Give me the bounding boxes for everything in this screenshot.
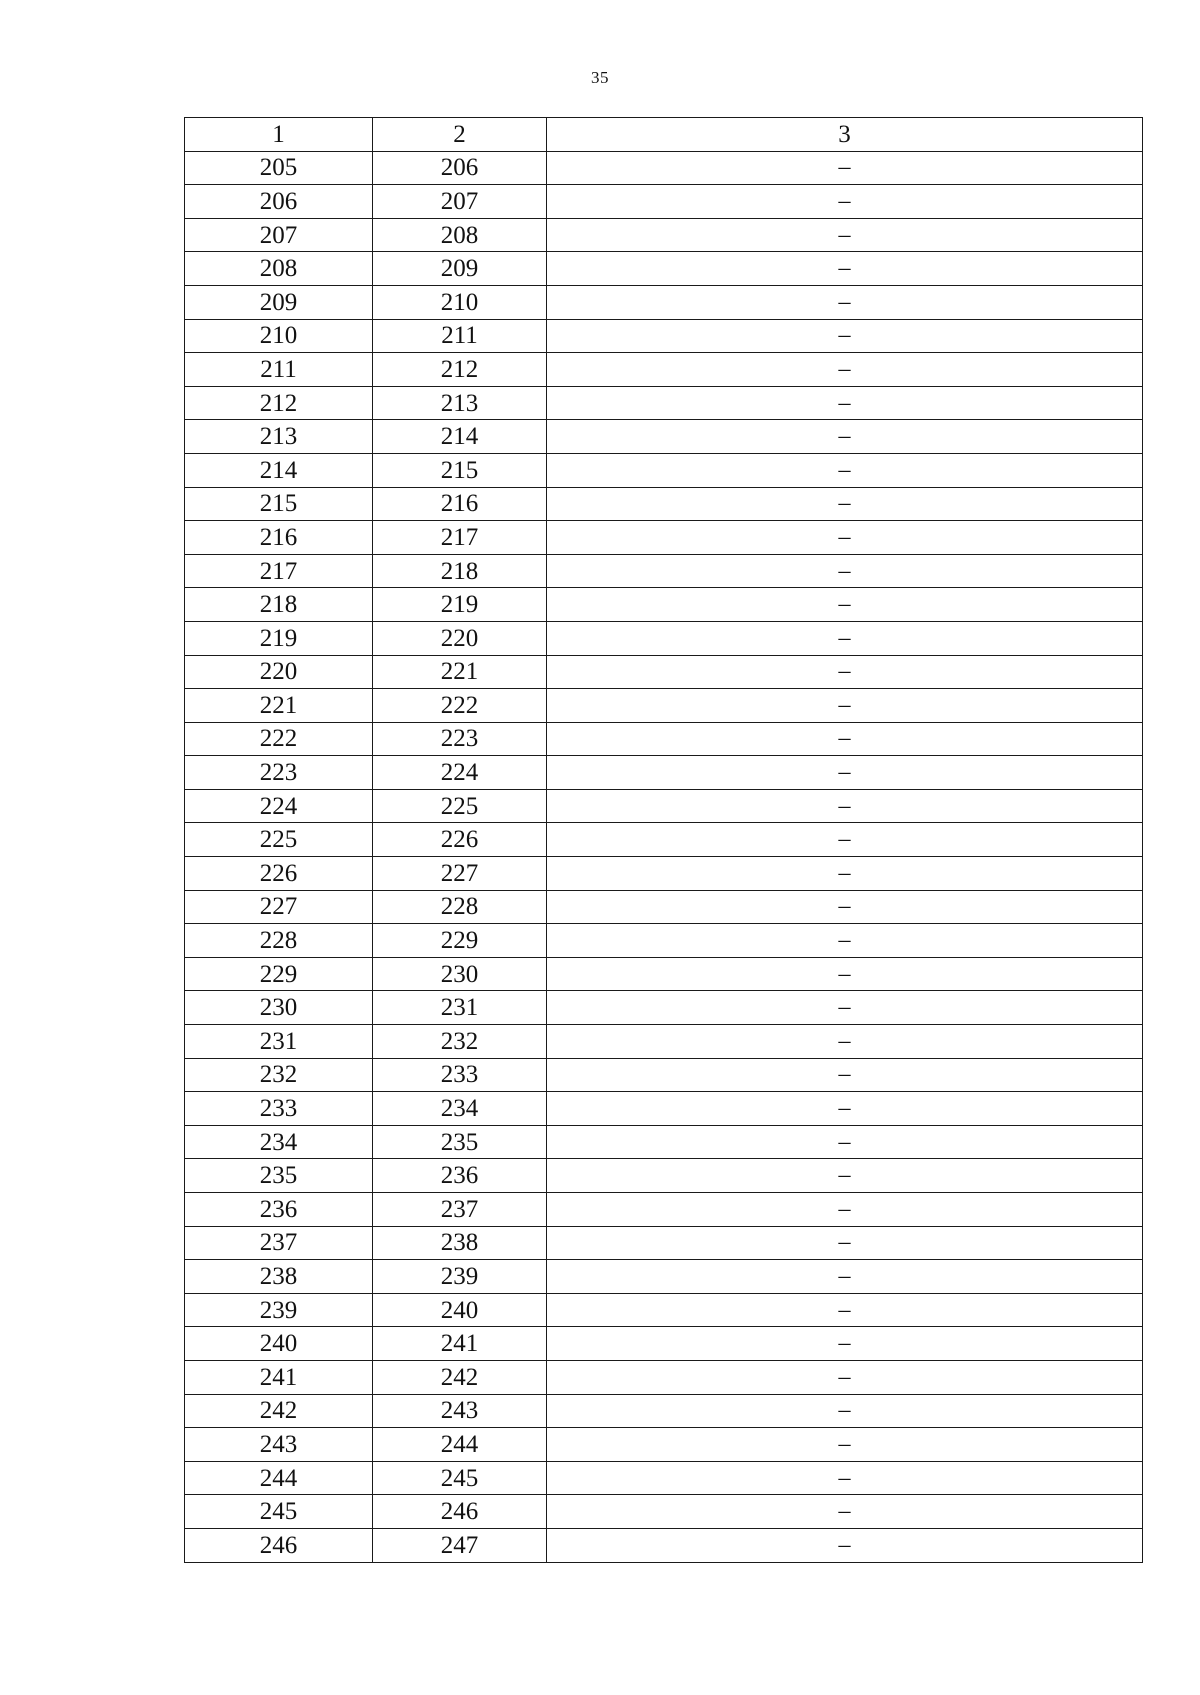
table-cell-col-1: 217 bbox=[185, 554, 373, 588]
table-cell-col-3: – bbox=[547, 1125, 1143, 1159]
table-row bbox=[185, 1461, 1143, 1495]
table-row bbox=[185, 1159, 1143, 1193]
table-cell-col-2: 244 bbox=[373, 1428, 547, 1462]
table-row bbox=[185, 554, 1143, 588]
table-cell-col-3: – bbox=[547, 1293, 1143, 1327]
table-row bbox=[185, 1193, 1143, 1227]
table-cell-col-1: 236 bbox=[185, 1193, 373, 1227]
table-row bbox=[185, 621, 1143, 655]
table-row bbox=[185, 319, 1143, 353]
table-cell-col-2: 215 bbox=[373, 453, 547, 487]
table-cell-col-2: 212 bbox=[373, 353, 547, 387]
table-row bbox=[185, 1428, 1143, 1462]
table-cell-col-2: 226 bbox=[373, 823, 547, 857]
table-cell-col-2: 235 bbox=[373, 1125, 547, 1159]
table-cell-col-2: 218 bbox=[373, 554, 547, 588]
table-row bbox=[185, 991, 1143, 1025]
table-cell-col-1: 245 bbox=[185, 1495, 373, 1529]
table-cell-col-3: – bbox=[547, 554, 1143, 588]
table-header-row bbox=[185, 118, 1143, 152]
table-row bbox=[185, 252, 1143, 286]
table-cell-col-3: – bbox=[547, 924, 1143, 958]
table-cell-col-2: 211 bbox=[373, 319, 547, 353]
table-cell-col-3: – bbox=[547, 1092, 1143, 1126]
table-cell-col-3: – bbox=[547, 722, 1143, 756]
table-row bbox=[185, 857, 1143, 891]
table-cell-col-1: 206 bbox=[185, 185, 373, 219]
table-cell-col-1: 228 bbox=[185, 924, 373, 958]
table-cell-col-2: 219 bbox=[373, 588, 547, 622]
table-cell-col-1: 234 bbox=[185, 1125, 373, 1159]
table-row bbox=[185, 689, 1143, 723]
table-cell-col-3: – bbox=[547, 957, 1143, 991]
column-header-2: 2 bbox=[373, 118, 547, 152]
table-cell-col-2: 232 bbox=[373, 1025, 547, 1059]
table-cell-col-3: – bbox=[547, 453, 1143, 487]
table-cell-col-3: – bbox=[547, 1260, 1143, 1294]
table-cell-col-3: – bbox=[547, 890, 1143, 924]
table-cell-col-3: – bbox=[547, 521, 1143, 555]
table-row bbox=[185, 1025, 1143, 1059]
table-cell-col-1: 246 bbox=[185, 1528, 373, 1562]
table-cell-col-3: – bbox=[547, 1159, 1143, 1193]
table-cell-col-2: 206 bbox=[373, 151, 547, 185]
table-cell-col-3: – bbox=[547, 1495, 1143, 1529]
table-cell-col-2: 231 bbox=[373, 991, 547, 1025]
table-cell-col-3: – bbox=[547, 1461, 1143, 1495]
table-cell-col-1: 238 bbox=[185, 1260, 373, 1294]
table-cell-col-2: 234 bbox=[373, 1092, 547, 1126]
table-cell-col-2: 230 bbox=[373, 957, 547, 991]
table-row bbox=[185, 487, 1143, 521]
table-row bbox=[185, 185, 1143, 219]
table-row bbox=[185, 285, 1143, 319]
table-cell-col-3: – bbox=[547, 756, 1143, 790]
table-row bbox=[185, 386, 1143, 420]
table-cell-col-3: – bbox=[547, 319, 1143, 353]
table-cell-col-2: 239 bbox=[373, 1260, 547, 1294]
table-cell-col-3: – bbox=[547, 857, 1143, 891]
table-cell-col-2: 213 bbox=[373, 386, 547, 420]
table-cell-col-3: – bbox=[547, 185, 1143, 219]
table-row bbox=[185, 823, 1143, 857]
table-cell-col-1: 222 bbox=[185, 722, 373, 756]
table-cell-col-1: 210 bbox=[185, 319, 373, 353]
table-row bbox=[185, 1394, 1143, 1428]
table-cell-col-2: 208 bbox=[373, 218, 547, 252]
table-row bbox=[185, 1260, 1143, 1294]
table-cell-col-3: – bbox=[547, 588, 1143, 622]
table-cell-col-2: 246 bbox=[373, 1495, 547, 1529]
table-cell-col-2: 228 bbox=[373, 890, 547, 924]
table-cell-col-2: 209 bbox=[373, 252, 547, 286]
table-cell-col-2: 221 bbox=[373, 655, 547, 689]
table-cell-col-2: 243 bbox=[373, 1394, 547, 1428]
table-cell-col-1: 242 bbox=[185, 1394, 373, 1428]
table-cell-col-3: – bbox=[547, 689, 1143, 723]
table-cell-col-1: 231 bbox=[185, 1025, 373, 1059]
table-row bbox=[185, 1293, 1143, 1327]
table-cell-col-1: 220 bbox=[185, 655, 373, 689]
table-cell-col-1: 233 bbox=[185, 1092, 373, 1126]
table-row bbox=[185, 957, 1143, 991]
table-cell-col-3: – bbox=[547, 655, 1143, 689]
table-cell-col-3: – bbox=[547, 991, 1143, 1025]
table-row bbox=[185, 789, 1143, 823]
table-row bbox=[185, 1327, 1143, 1361]
table-row bbox=[185, 722, 1143, 756]
table-cell-col-1: 237 bbox=[185, 1226, 373, 1260]
table-cell-col-2: 238 bbox=[373, 1226, 547, 1260]
table-cell-col-1: 213 bbox=[185, 420, 373, 454]
table-cell-col-2: 227 bbox=[373, 857, 547, 891]
table-cell-col-3: – bbox=[547, 1025, 1143, 1059]
table-row bbox=[185, 655, 1143, 689]
table-cell-col-2: 224 bbox=[373, 756, 547, 790]
table-cell-col-1: 219 bbox=[185, 621, 373, 655]
table-row bbox=[185, 453, 1143, 487]
table-cell-col-1: 218 bbox=[185, 588, 373, 622]
table-cell-col-2: 242 bbox=[373, 1360, 547, 1394]
table-cell-col-1: 208 bbox=[185, 252, 373, 286]
table-cell-col-1: 215 bbox=[185, 487, 373, 521]
table-cell-col-3: – bbox=[547, 420, 1143, 454]
column-header-1: 1 bbox=[185, 118, 373, 152]
table-cell-col-1: 209 bbox=[185, 285, 373, 319]
table-row bbox=[185, 924, 1143, 958]
page-number: 35 bbox=[591, 68, 609, 87]
table-cell-col-1: 216 bbox=[185, 521, 373, 555]
table-cell-col-2: 247 bbox=[373, 1528, 547, 1562]
table-cell-col-3: – bbox=[547, 218, 1143, 252]
table-cell-col-3: – bbox=[547, 1428, 1143, 1462]
table-cell-col-1: 243 bbox=[185, 1428, 373, 1462]
table-row bbox=[185, 756, 1143, 790]
table-cell-col-1: 240 bbox=[185, 1327, 373, 1361]
table-cell-col-2: 237 bbox=[373, 1193, 547, 1227]
table-cell-col-2: 223 bbox=[373, 722, 547, 756]
table-cell-col-3: – bbox=[547, 1360, 1143, 1394]
table-cell-col-1: 244 bbox=[185, 1461, 373, 1495]
table-cell-col-3: – bbox=[547, 151, 1143, 185]
table-cell-col-3: – bbox=[547, 252, 1143, 286]
table-row bbox=[185, 1226, 1143, 1260]
table-cell-col-1: 207 bbox=[185, 218, 373, 252]
table-cell-col-3: – bbox=[547, 386, 1143, 420]
table-row bbox=[185, 1092, 1143, 1126]
table-cell-col-3: – bbox=[547, 621, 1143, 655]
table-cell-col-1: 211 bbox=[185, 353, 373, 387]
table-row bbox=[185, 1125, 1143, 1159]
table-cell-col-3: – bbox=[547, 1394, 1143, 1428]
table-cell-col-3: – bbox=[547, 1528, 1143, 1562]
table-cell-col-1: 227 bbox=[185, 890, 373, 924]
table-row bbox=[185, 588, 1143, 622]
table-cell-col-3: – bbox=[547, 1327, 1143, 1361]
table-cell-col-1: 224 bbox=[185, 789, 373, 823]
table-cell-col-2: 216 bbox=[373, 487, 547, 521]
table-row bbox=[185, 420, 1143, 454]
table-cell-col-1: 235 bbox=[185, 1159, 373, 1193]
table-cell-col-2: 207 bbox=[373, 185, 547, 219]
table-row bbox=[185, 151, 1143, 185]
table-cell-col-3: – bbox=[547, 1193, 1143, 1227]
table-cell-col-2: 245 bbox=[373, 1461, 547, 1495]
table-cell-col-1: 221 bbox=[185, 689, 373, 723]
table-cell-col-2: 229 bbox=[373, 924, 547, 958]
table-cell-col-3: – bbox=[547, 487, 1143, 521]
table-cell-col-2: 240 bbox=[373, 1293, 547, 1327]
table-cell-col-3: – bbox=[547, 789, 1143, 823]
table-cell-col-2: 210 bbox=[373, 285, 547, 319]
table-cell-col-1: 223 bbox=[185, 756, 373, 790]
table-cell-col-1: 229 bbox=[185, 957, 373, 991]
table-row bbox=[185, 890, 1143, 924]
column-header-3: 3 bbox=[547, 118, 1143, 152]
table-row bbox=[185, 1528, 1143, 1562]
table-cell-col-3: – bbox=[547, 1226, 1143, 1260]
table-cell-col-1: 205 bbox=[185, 151, 373, 185]
table-row bbox=[185, 1360, 1143, 1394]
table-cell-col-1: 225 bbox=[185, 823, 373, 857]
table-cell-col-2: 236 bbox=[373, 1159, 547, 1193]
table-cell-col-3: – bbox=[547, 285, 1143, 319]
table-cell-col-1: 230 bbox=[185, 991, 373, 1025]
table-cell-col-3: – bbox=[547, 823, 1143, 857]
table-cell-col-2: 220 bbox=[373, 621, 547, 655]
table-cell-col-2: 214 bbox=[373, 420, 547, 454]
table-cell-col-1: 241 bbox=[185, 1360, 373, 1394]
table-cell-col-3: – bbox=[547, 353, 1143, 387]
table-cell-col-1: 232 bbox=[185, 1058, 373, 1092]
data-table bbox=[184, 117, 1143, 1563]
table-row bbox=[185, 1058, 1143, 1092]
table-cell-col-2: 217 bbox=[373, 521, 547, 555]
table-cell-col-1: 226 bbox=[185, 857, 373, 891]
table-cell-col-2: 222 bbox=[373, 689, 547, 723]
table-cell-col-2: 233 bbox=[373, 1058, 547, 1092]
table-cell-col-1: 212 bbox=[185, 386, 373, 420]
table-row bbox=[185, 521, 1143, 555]
table-row bbox=[185, 353, 1143, 387]
table-cell-col-1: 214 bbox=[185, 453, 373, 487]
table-row bbox=[185, 1495, 1143, 1529]
table-cell-col-1: 239 bbox=[185, 1293, 373, 1327]
table-cell-col-2: 225 bbox=[373, 789, 547, 823]
table-row bbox=[185, 218, 1143, 252]
table-body bbox=[185, 118, 1143, 1563]
table-cell-col-3: – bbox=[547, 1058, 1143, 1092]
table-cell-col-2: 241 bbox=[373, 1327, 547, 1361]
